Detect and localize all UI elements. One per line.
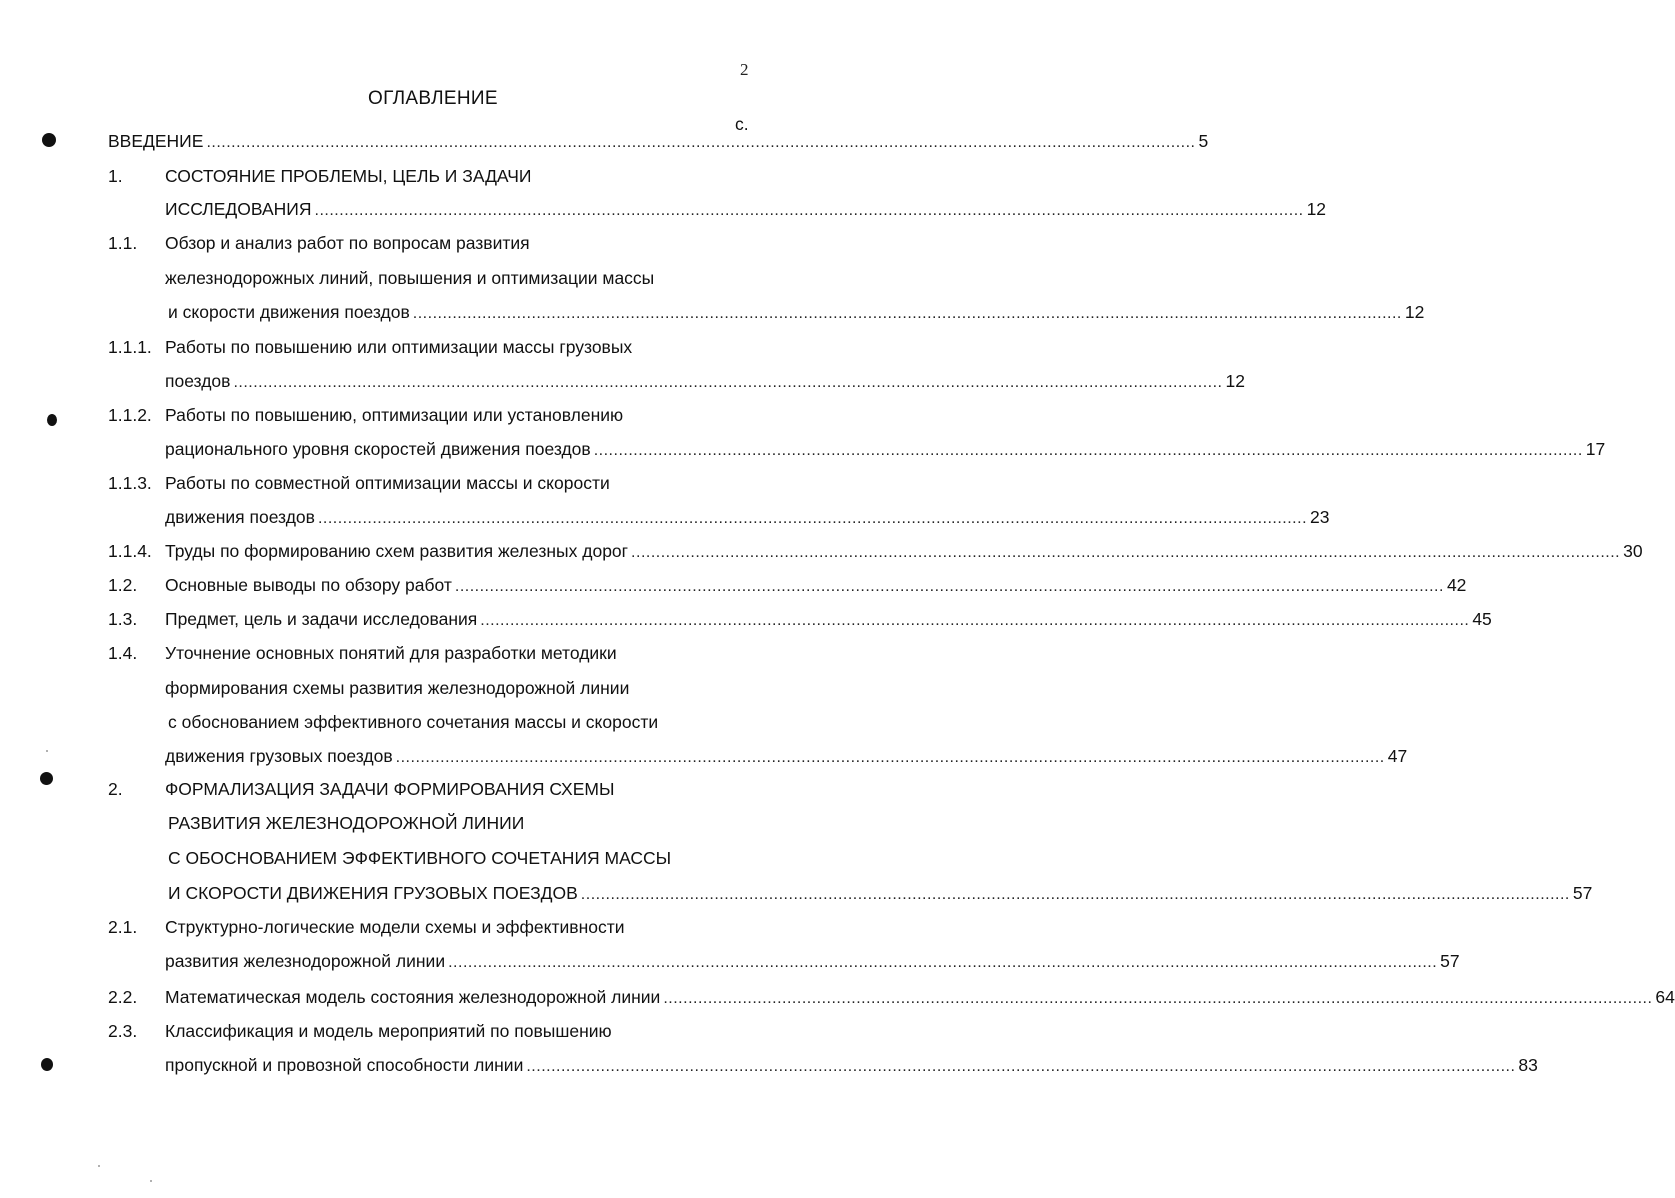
toc-entry-page[interactable]: 45 [1472, 609, 1492, 629]
toc-entry-row [165, 507, 1330, 529]
toc-entry-page[interactable]: 30 [1623, 541, 1643, 561]
toc-entry-number: 2.1. [108, 917, 138, 937]
toc-entry-text: Труды по формированию схем развития железных дорог [165, 541, 629, 561]
toc-entry-number: 2. [108, 779, 123, 799]
toc-entry-text: Классификация и модель мероприятий по повышению [165, 1021, 612, 1041]
toc-entry-text: и скорости движения поездов [168, 302, 410, 322]
toc-entry-row [165, 1055, 1538, 1077]
toc-entry-row [165, 371, 1245, 393]
scan-speck [98, 1165, 100, 1167]
toc-entry-text: Основные выводы по обзору работ [165, 575, 452, 595]
toc-entry-text: рационального уровня скоростей движения поездов [165, 439, 591, 459]
toc-entry-text: РАЗВИТИЯ ЖЕЛЕЗНОДОРОЖНОЙ ЛИНИИ [168, 813, 525, 833]
toc-entry-text: движения грузовых поездов [165, 746, 393, 766]
toc-entry-text: Предмет, цель и задачи исследования [165, 609, 478, 629]
dot-leader: ........................................................................................................................................................................................................ [580, 886, 1570, 903]
toc-entry-row [108, 131, 1209, 153]
toc-entry-text: Работы по повышению, оптимизации или установлению [165, 405, 624, 425]
page-column-label: с. [735, 114, 749, 134]
toc-entry-text: развития железнодорожной линии [165, 951, 446, 971]
toc-entry-number: 2.2. [108, 987, 138, 1007]
toc-entry-page[interactable]: 64 [1655, 987, 1675, 1007]
toc-entry-text: формирования схемы развития железнодорожной линии [165, 678, 630, 698]
toc-entry-page[interactable]: 5 [1198, 131, 1209, 151]
toc-entry-text: движения поездов [165, 507, 315, 527]
toc-entry-row [165, 575, 1467, 597]
page-number: 2 [740, 60, 749, 79]
dot-leader: ........................................................................................................................................................................................................ [454, 578, 1444, 595]
dot-leader: ........................................................................................................................................................................................................ [206, 134, 1196, 151]
toc-entry-row [165, 746, 1408, 768]
scan-speck [46, 750, 48, 752]
dot-leader: ........................................................................................................................................................................................................ [663, 990, 1653, 1007]
toc-entry-page[interactable]: 57 [1572, 883, 1593, 903]
toc-entry-text: железнодорожных линий, повышения и оптимизации массы [165, 268, 655, 288]
toc-entry-row [165, 987, 1675, 1009]
toc-entry-text: Работы по совместной оптимизации массы и скорости [165, 473, 610, 493]
toc-entry-row [168, 302, 1425, 324]
toc-entry-text: Работы по повышению или оптимизации массы грузовых [165, 337, 633, 357]
toc-entry-text: С ОБОСНОВАНИЕМ ЭФФЕКТИВНОГО СОЧЕТАНИЯ МАССЫ [168, 848, 672, 868]
dot-leader: ........................................................................................................................................................................................................ [395, 749, 1385, 766]
dot-leader: ........................................................................................................................................................................................................ [526, 1058, 1516, 1075]
toc-entry-number: 1.4. [108, 643, 138, 663]
toc-entry-text: Математическая модель состояния железнодорожной линии [165, 987, 661, 1007]
toc-entry-page[interactable]: 83 [1518, 1055, 1538, 1075]
toc-entry-number: 1.1.3. [108, 473, 152, 493]
toc-entry-number: 1.1.2. [108, 405, 152, 425]
toc-entry-row [165, 541, 1643, 563]
toc-entry-page[interactable]: 47 [1387, 746, 1408, 766]
scan-speck [150, 1180, 152, 1182]
toc-entry-number: 1.3. [108, 609, 138, 629]
dot-leader: ........................................................................................................................................................................................................ [233, 374, 1223, 391]
toc-entry-number: 1.2. [108, 575, 138, 595]
toc-entry-text: поездов [165, 371, 231, 391]
toc-entry-text: Обзор и анализ работ по вопросам развития [165, 233, 530, 253]
toc-entry-number: 1.1.4. [108, 541, 152, 561]
toc-entry-text: пропускной и провозной способности линии [165, 1055, 524, 1075]
binder-hole-mark [41, 1058, 53, 1071]
binder-hole-mark [47, 414, 57, 426]
toc-entry-text: ИССЛЕДОВАНИЯ [165, 199, 312, 219]
toc-entry-page[interactable]: 23 [1310, 507, 1330, 527]
page-title: ОГЛАВЛЕНИЕ [368, 88, 498, 109]
dot-leader: ........................................................................................................................................................................................................ [412, 305, 1402, 322]
dot-leader: ........................................................................................................................................................................................................ [631, 544, 1621, 561]
toc-entry-page[interactable]: 57 [1440, 951, 1460, 971]
binder-hole-mark [40, 772, 53, 785]
toc-entry-text: СОСТОЯНИЕ ПРОБЛЕМЫ, ЦЕЛЬ И ЗАДАЧИ [165, 166, 532, 186]
toc-entry-page[interactable]: 12 [1306, 199, 1327, 219]
dot-leader: ........................................................................................................................................................................................................ [480, 612, 1470, 629]
toc-entry-row [165, 951, 1460, 973]
toc-entry-page[interactable]: 42 [1446, 575, 1467, 595]
toc-entry-text: Уточнение основных понятий для разработки методики [165, 643, 617, 663]
dot-leader: ........................................................................................................................................................................................................ [314, 202, 1304, 219]
toc-entry-text: Структурно-логические модели схемы и эффективности [165, 917, 625, 937]
toc-entry-row [165, 199, 1327, 221]
toc-entry-number: 1.1.1. [108, 337, 152, 357]
toc-entry-row [165, 439, 1606, 461]
toc-entry-page[interactable]: 17 [1585, 439, 1606, 459]
toc-entry-text: ВВЕДЕНИЕ [108, 131, 204, 151]
toc-entry-number: 1. [108, 166, 123, 186]
toc-entry-text: И СКОРОСТИ ДВИЖЕНИЯ ГРУЗОВЫХ ПОЕЗДОВ [168, 883, 578, 903]
dot-leader: ........................................................................................................................................................................................................ [593, 442, 1583, 459]
toc-entry-number: 1.1. [108, 233, 138, 253]
toc-entry-number: 2.3. [108, 1021, 138, 1041]
dot-leader: ........................................................................................................................................................................................................ [448, 954, 1438, 971]
toc-entry-row [168, 883, 1593, 905]
toc-entry-page[interactable]: 12 [1404, 302, 1425, 322]
dot-leader: ........................................................................................................................................................................................................ [317, 510, 1308, 527]
toc-entry-row [165, 609, 1492, 631]
binder-hole-mark [42, 133, 56, 147]
toc-entry-text: с обоснованием эффективного сочетания массы и скорости [168, 712, 659, 732]
toc-entry-text: ФОРМАЛИЗАЦИЯ ЗАДАЧИ ФОРМИРОВАНИЯ СХЕМЫ [165, 779, 615, 799]
toc-entry-page[interactable]: 12 [1225, 371, 1245, 391]
